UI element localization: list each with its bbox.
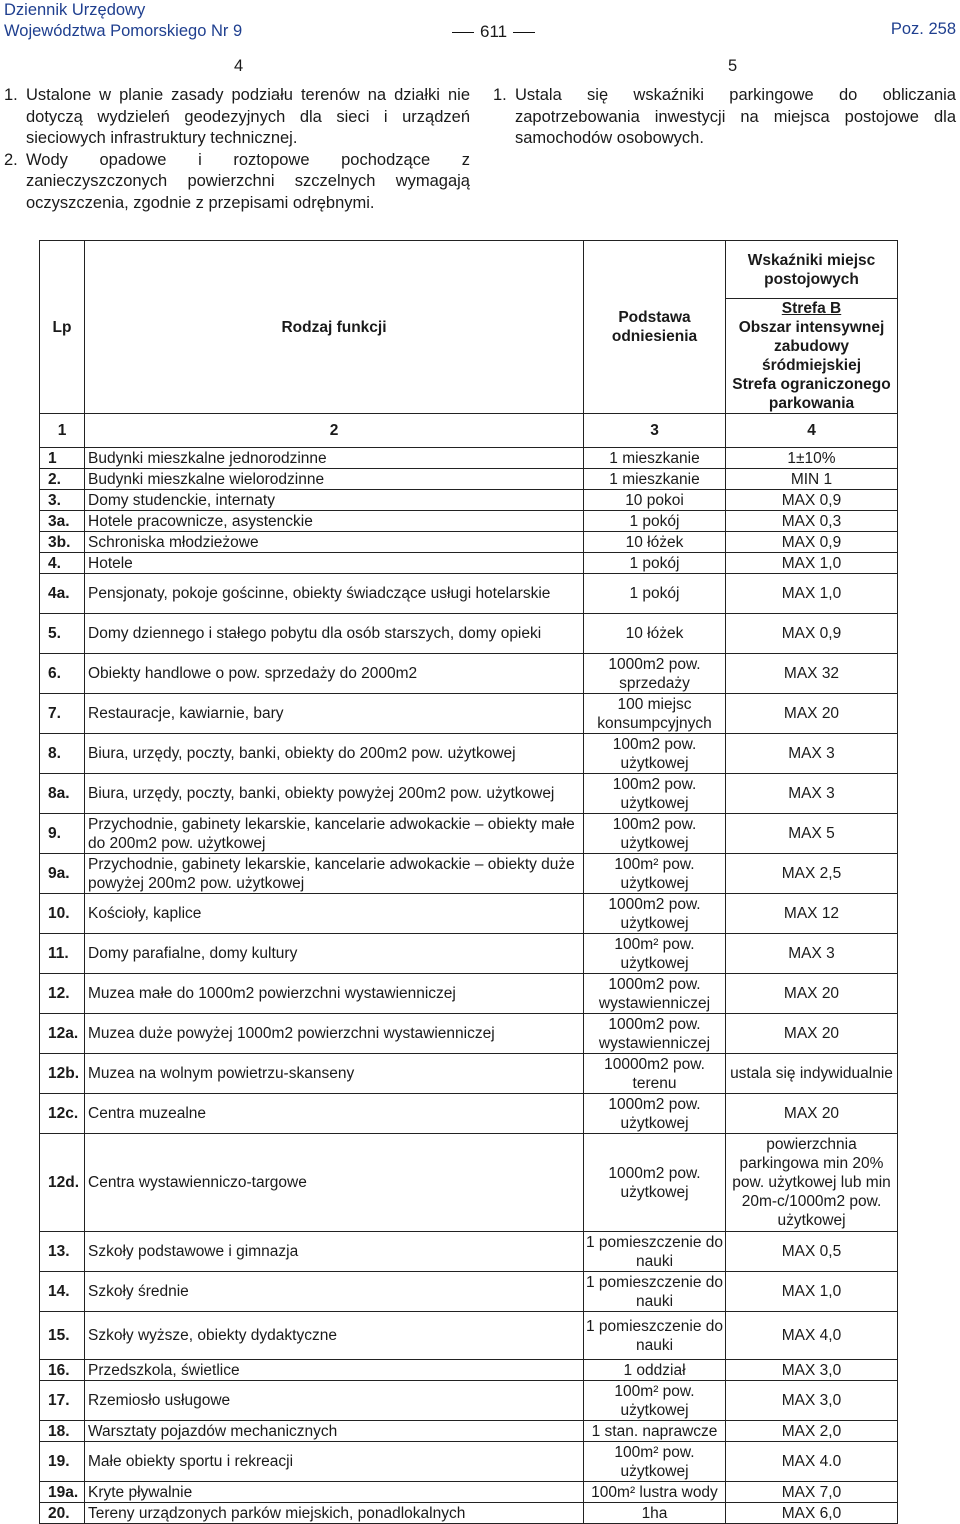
row-lp: 14. — [40, 1272, 85, 1312]
row-indicator: MAX 7,0 — [726, 1482, 898, 1503]
table-row — [40, 1442, 898, 1482]
row-lp: 16. — [40, 1360, 85, 1381]
row-basis: 1000m2 pow. użytkowej — [584, 1134, 726, 1232]
row-basis: 1000m2 pow. wystawienniczej — [584, 1014, 726, 1054]
dash-left — [452, 32, 474, 33]
row-lp: 11. — [40, 934, 85, 974]
row-lp: 3. — [40, 490, 85, 511]
row-basis: 10 łóżek — [584, 614, 726, 654]
right-item-1 — [493, 85, 956, 150]
column-number: 1 — [40, 414, 85, 448]
row-indicator: MAX 12 — [726, 894, 898, 934]
page-header — [4, 0, 242, 42]
row-indicator: MAX 3,0 — [726, 1360, 898, 1381]
column-number: 4 — [726, 414, 898, 448]
row-basis: 1 mieszkanie — [584, 448, 726, 469]
left-item-2 — [4, 150, 470, 215]
row-function: Biura, urzędy, poczty, banki, obiekty do 200m2 pow. użytkowej — [85, 734, 584, 774]
row-indicator: MAX 1,0 — [726, 1272, 898, 1312]
row-lp: 18. — [40, 1421, 85, 1442]
row-indicator: 1±10% — [726, 448, 898, 469]
table-row — [40, 1360, 898, 1381]
left-item-2-num: 2. — [4, 150, 18, 169]
row-indicator: MAX 20 — [726, 1094, 898, 1134]
row-indicator: MAX 3 — [726, 934, 898, 974]
row-indicator: MAX 5 — [726, 814, 898, 854]
parking-table-container — [39, 240, 897, 1524]
left-item-1-text: Ustalone w planie zasady podziału terenów na działki nie dotyczą wydzieleń geodezyjnych dla sieci i urządzeń sieciowych infrastruktury technicznej. — [26, 86, 470, 147]
table-row — [40, 1482, 898, 1503]
section-4-number: 4 — [234, 57, 244, 75]
row-function: Przychodnie, gabinety lekarskie, kancelarie adwokackie – obiekty małe do 200m2 pow. użytkowej — [85, 814, 584, 854]
publication-title: Dziennik Urzędowy — [4, 1, 146, 19]
row-function: Przychodnie, gabinety lekarskie, kancelarie adwokackie – obiekty duże powyżej 200m2 pow. użytkowej — [85, 854, 584, 894]
row-indicator: MAX 1,0 — [726, 574, 898, 614]
row-function: Restauracje, kawiarnie, bary — [85, 694, 584, 734]
header-basis: Podstawa odniesienia — [584, 241, 726, 414]
row-lp: 8. — [40, 734, 85, 774]
row-indicator: MAX 4,0 — [726, 1312, 898, 1360]
row-function: Przedszkola, świetlice — [85, 1360, 584, 1381]
table-row — [40, 1312, 898, 1360]
row-lp: 12c. — [40, 1094, 85, 1134]
row-indicator: MAX 1,0 — [726, 553, 898, 574]
row-function: Kościoły, kaplice — [85, 894, 584, 934]
row-basis: 1 pokój — [584, 511, 726, 532]
header-zone-name: Strefa B — [781, 300, 842, 317]
table-row — [40, 774, 898, 814]
row-indicator: MAX 20 — [726, 974, 898, 1014]
row-function: Rzemiosło usługowe — [85, 1381, 584, 1421]
row-basis: 1 pomieszczenie do nauki — [584, 1272, 726, 1312]
table-row — [40, 734, 898, 774]
row-lp: 5. — [40, 614, 85, 654]
row-lp: 3b. — [40, 532, 85, 553]
table-row — [40, 974, 898, 1014]
row-function: Małe obiekty sportu i rekreacji — [85, 1442, 584, 1482]
row-lp: 6. — [40, 654, 85, 694]
row-lp: 12b. — [40, 1054, 85, 1094]
row-lp: 20. — [40, 1503, 85, 1524]
row-basis: 100m² pow. użytkowej — [584, 1442, 726, 1482]
row-lp: 9a. — [40, 854, 85, 894]
column-number: 3 — [584, 414, 726, 448]
row-indicator: MAX 20 — [726, 694, 898, 734]
header-function: Rodzaj funkcji — [85, 241, 584, 414]
row-basis: 1000m2 pow. sprzedaży — [584, 654, 726, 694]
row-function: Szkoły wyższe, obiekty dydaktyczne — [85, 1312, 584, 1360]
row-function: Schroniska młodzieżowe — [85, 532, 584, 553]
row-basis: 1 pokój — [584, 574, 726, 614]
row-basis: 1000m2 pow. użytkowej — [584, 1094, 726, 1134]
row-indicator: MAX 2,5 — [726, 854, 898, 894]
row-function: Domy parafialne, domy kultury — [85, 934, 584, 974]
table-row — [40, 614, 898, 654]
table-row — [40, 511, 898, 532]
table-row — [40, 934, 898, 974]
row-indicator: MAX 0,9 — [726, 614, 898, 654]
header-zone-limit: Strefa ograniczonego parkowania — [732, 376, 891, 412]
row-function: Muzea duże powyżej 1000m2 powierzchni wystawienniczej — [85, 1014, 584, 1054]
row-indicator: MIN 1 — [726, 469, 898, 490]
row-lp: 13. — [40, 1232, 85, 1272]
row-function: Muzea na wolnym powietrzu-skanseny — [85, 1054, 584, 1094]
row-lp: 4a. — [40, 574, 85, 614]
table-row — [40, 553, 898, 574]
row-function: Szkoły podstawowe i gimnazja — [85, 1232, 584, 1272]
row-function: Budynki mieszkalne wielorodzinne — [85, 469, 584, 490]
row-basis: 100m² pow. użytkowej — [584, 1381, 726, 1421]
row-indicator: MAX 4.0 — [726, 1442, 898, 1482]
table-row — [40, 574, 898, 614]
left-column-text — [4, 85, 470, 214]
table-row — [40, 1054, 898, 1094]
row-lp: 12d. — [40, 1134, 85, 1232]
table-row — [40, 814, 898, 854]
left-item-1-num: 1. — [4, 86, 18, 104]
table-row — [40, 894, 898, 934]
row-indicator: powierzchnia parkingowa min 20% pow. użytkowej lub min 20m-c/1000m2 pow. użytkowej — [726, 1134, 898, 1232]
row-function: Pensjonaty, pokoje gościnne, obiekty świadczące usługi hotelarskie — [85, 574, 584, 614]
row-indicator: MAX 3 — [726, 774, 898, 814]
row-lp: 7. — [40, 694, 85, 734]
table-row — [40, 1014, 898, 1054]
row-function: Budynki mieszkalne jednorodzinne — [85, 448, 584, 469]
row-basis: 1ha — [584, 1503, 726, 1524]
table-row — [40, 469, 898, 490]
row-basis: 1 pomieszczenie do nauki — [584, 1312, 726, 1360]
row-function: Biura, urzędy, poczty, banki, obiekty powyżej 200m2 pow. użytkowej — [85, 774, 584, 814]
table-row — [40, 1381, 898, 1421]
row-basis: 100m² lustra wody — [584, 1482, 726, 1503]
table-row — [40, 1094, 898, 1134]
table-header-row — [40, 241, 898, 414]
row-lp: 12a. — [40, 1014, 85, 1054]
row-basis: 10 łóżek — [584, 532, 726, 553]
page-number-text: 611 — [480, 22, 508, 41]
row-function: Muzea małe do 1000m2 powierzchni wystawienniczej — [85, 974, 584, 1014]
row-function: Hotele — [85, 553, 584, 574]
row-lp: 3a. — [40, 511, 85, 532]
right-column-text — [493, 85, 956, 150]
row-function: Domy dziennego i stałego pobytu dla osób starszych, domy opieki — [85, 614, 584, 654]
row-lp: 12. — [40, 974, 85, 1014]
page-number — [446, 22, 541, 42]
row-indicator: ustala się indywidualnie — [726, 1054, 898, 1094]
row-indicator: MAX 3,0 — [726, 1381, 898, 1421]
row-basis: 1000m2 pow. użytkowej — [584, 894, 726, 934]
table-row — [40, 694, 898, 734]
left-item-2-text: Wody opadowe i roztopowe pochodzące z zanieczyszczonych powierzchni szczelnych wymagają oczyszczenia, zgodnie z przepisami odrębnymi. — [26, 150, 470, 212]
row-indicator: MAX 0,9 — [726, 490, 898, 511]
row-indicator: MAX 2,0 — [726, 1421, 898, 1442]
table-body — [40, 448, 898, 1524]
header-lp: Lp — [40, 241, 85, 414]
row-indicator: MAX 6,0 — [726, 1503, 898, 1524]
section-5-number: 5 — [728, 57, 738, 75]
row-function: Centra wystawienniczo-targowe — [85, 1134, 584, 1232]
row-function: Hotele pracownicze, asystenckie — [85, 511, 584, 532]
table-row — [40, 490, 898, 511]
row-basis: 1 mieszkanie — [584, 469, 726, 490]
row-indicator: MAX 0,9 — [726, 532, 898, 553]
row-basis: 100m2 pow. użytkowej — [584, 774, 726, 814]
row-basis: 100m2 pow. użytkowej — [584, 734, 726, 774]
row-function: Domy studenckie, internaty — [85, 490, 584, 511]
row-lp: 4. — [40, 553, 85, 574]
row-basis: 1000m2 pow. wystawienniczej — [584, 974, 726, 1014]
table-row — [40, 654, 898, 694]
right-item-1-num: 1. — [493, 86, 507, 104]
column-number: 2 — [85, 414, 584, 448]
row-basis: 1 stan. naprawcze — [584, 1421, 726, 1442]
dash-right — [513, 32, 535, 33]
row-basis: 100m2 pow. użytkowej — [584, 814, 726, 854]
publication-region: Województwa Pomorskiego Nr 9 — [4, 22, 243, 40]
row-basis: 10 pokoi — [584, 490, 726, 511]
row-indicator: MAX 32 — [726, 654, 898, 694]
parking-indicator-table — [39, 240, 898, 1524]
row-lp: 9. — [40, 814, 85, 854]
row-lp: 10. — [40, 894, 85, 934]
row-lp: 1 — [40, 448, 85, 469]
row-indicator: MAX 20 — [726, 1014, 898, 1054]
header-indicators — [726, 241, 898, 414]
row-lp: 8a. — [40, 774, 85, 814]
left-item-1 — [4, 85, 470, 150]
row-function: Kryte pływalnie — [85, 1482, 584, 1503]
table-row — [40, 1134, 898, 1232]
row-function: Szkoły średnie — [85, 1272, 584, 1312]
row-basis: 100 miejsc konsumpcyjnych — [584, 694, 726, 734]
row-basis: 100m² pow. użytkowej — [584, 934, 726, 974]
table-row — [40, 1421, 898, 1442]
position-label: Poz. 258 — [890, 20, 956, 38]
row-function: Obiekty handlowe o pow. sprzedaży do 2000m2 — [85, 654, 584, 694]
row-basis: 1 oddział — [584, 1360, 726, 1381]
row-indicator: MAX 0,5 — [726, 1232, 898, 1272]
row-basis: 10000m2 pow. terenu — [584, 1054, 726, 1094]
row-lp: 2. — [40, 469, 85, 490]
header-indicator-title: Wskaźniki miejsc postojowych — [726, 241, 897, 299]
table-row — [40, 854, 898, 894]
row-function: Tereny urządzonych parków miejskich, ponadlokalnych — [85, 1503, 584, 1524]
row-basis: 1 pokój — [584, 553, 726, 574]
column-number-row — [40, 414, 898, 448]
row-function: Warsztaty pojazdów mechanicznych — [85, 1421, 584, 1442]
header-zone-block — [726, 299, 897, 413]
row-indicator: MAX 3 — [726, 734, 898, 774]
row-basis: 1 pomieszczenie do nauki — [584, 1232, 726, 1272]
table-row — [40, 1232, 898, 1272]
row-indicator: MAX 0,3 — [726, 511, 898, 532]
row-function: Centra muzealne — [85, 1094, 584, 1134]
row-lp: 19a. — [40, 1482, 85, 1503]
table-row — [40, 532, 898, 553]
table-row — [40, 1503, 898, 1524]
row-lp: 17. — [40, 1381, 85, 1421]
header-zone-description: Obszar intensywnej zabudowy śródmiejskiej — [738, 319, 885, 374]
row-lp: 15. — [40, 1312, 85, 1360]
right-item-1-text: Ustala się wskaźniki parkingowe do obliczania zapotrzebowania inwestycji na miejsca postojowe dla samochodów osobowych. — [515, 86, 956, 147]
row-lp: 19. — [40, 1442, 85, 1482]
table-row — [40, 1272, 898, 1312]
table-row — [40, 448, 898, 469]
row-basis: 100m² pow. użytkowej — [584, 854, 726, 894]
